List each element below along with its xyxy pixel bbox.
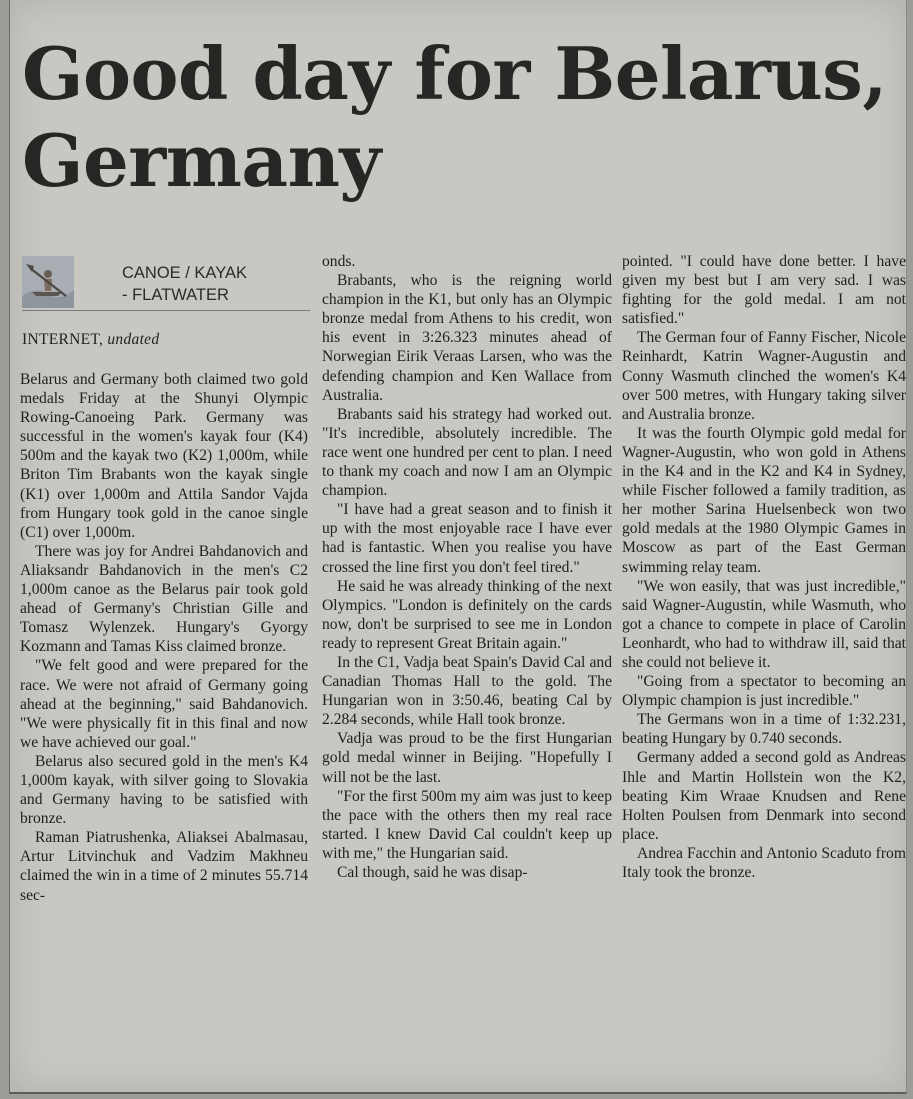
paragraph: "For the first 500m my aim was just to keep the pace with the others then my real race started. I knew David Cal couldn't keep up with me," the Hungarian said. bbox=[322, 787, 612, 862]
paragraph: "Going from a spectator to becoming an Olympic champion is just incredible." bbox=[622, 673, 906, 710]
dateline bbox=[22, 331, 310, 349]
paragraph: There was joy for Andrei Bahdanovich and Aliaksandr Bahdanovich in the men's C2 1,000m canoe as the Belarus pair took gold ahead of Germany's Christian Gille and Tomasz Wylenzek. Hungary's Gyorgy Kozmann and Tamas Kiss claimed bronze. bbox=[20, 542, 308, 656]
kayak-paddler-icon bbox=[22, 256, 74, 308]
section-rule bbox=[22, 310, 310, 311]
newspaper-clipping bbox=[9, 0, 907, 1094]
section-rubric bbox=[22, 254, 310, 318]
paragraph: Andrea Facchin and Antonio Scaduto from Italy took the bronze. bbox=[622, 844, 906, 881]
article-column-1 bbox=[20, 370, 308, 905]
paragraph: pointed. "I could have done better. I have given my best but I am very sad. I was fighting for the gold medal. I am not satisfied." bbox=[622, 253, 906, 328]
paragraph: Brabants said his strategy had worked out. "It's incredible, absolutely incredible. The race went one hundred per cent to plan. I need to thank my coach and now I am an Olympic champion. bbox=[322, 405, 612, 500]
article-column-2 bbox=[322, 252, 612, 882]
paragraph: In the C1, Vadja beat Spain's David Cal and Canadian Thomas Hall to the gold. The Hungarian won in 3:50.46, beating Cal by 2.284 seconds, while Hall took bronze. bbox=[322, 653, 612, 729]
dateline-source: INTERNET, bbox=[22, 331, 104, 348]
paragraph: "We won easily, that was just incredible," said Wagner-Augustin, while Wasmuth, who got a chance to compete in place of Carolin Leonhardt, who had to withdraw ill, said that she could not believe it. bbox=[622, 577, 906, 671]
article-column-3 bbox=[622, 252, 906, 882]
paragraph: Germany added a second gold as Andreas Ihle and Martin Hollstein won the K2, beating Kim Wraae Knudsen and Rene Holten Poulsen from Denmark into second place. bbox=[622, 749, 906, 843]
dateline-when: undated bbox=[107, 331, 160, 348]
paragraph: Vadja was proud to be the first Hungarian gold medal winner in Beijing. "Hopefully I will not be the last. bbox=[322, 730, 612, 786]
paragraph: Brabants, who is the reigning world champion in the K1, but only has an Olympic bronze medal from Athens to his credit, won his event in 3:26.323 minutes ahead of Norwegian Eirik Veraas Larsen, who was the defending champion and Ken Wallace from Australia. bbox=[322, 272, 612, 404]
section-label: CANOE / KAYAK - FLATWATER bbox=[122, 264, 248, 304]
paragraph: "We felt good and were prepared for the race. We were not afraid of Germany going ahead at the beginning," said Bahdanovich. "We were physically fit in this final and now we have achieved our goal." bbox=[20, 657, 308, 751]
paragraph: Belarus also secured gold in the men's K4 1,000m kayak, with silver going to Slovakia and Germany having to be satisfied with bronze. bbox=[20, 752, 308, 828]
paragraph: Cal though, said he was disap- bbox=[337, 864, 528, 881]
paragraph: Raman Piatrushenka, Aliaksei Abalmasau, Artur Litvinchuk and Vadzim Makhneu claimed the win in a time of 2 minutes 55.714 sec- bbox=[20, 829, 308, 904]
paragraph: Belarus and Germany both claimed two gold medals Friday at the Shunyi Olympic Rowing-Canoeing Park. Germany was successful in the women's kayak four (K4) 500m and the kayak two (K2) 1,000m, while Briton Tim Brabants won the kayak single (K1) over 1,000m and Attila Sandor Vajda from Hungary took gold in the canoe single (C1) over 1,000m. bbox=[20, 371, 308, 541]
paragraph: The German four of Fanny Fischer, Nicole Reinhardt, Katrin Wagner-Augustin and Conny Wasmuth clinched the women's K4 over 500 metres, with Hungary taking silver and Australia bronze. bbox=[622, 329, 906, 423]
paragraph: It was the fourth Olympic gold medal for Wagner-Augustin, who won gold in Athens in the K4 and in the K2 and K4 in Sydney, while Fischer followed a family tradition, as her mother Sarina Huelsenbeck won two gold medals at the 1980 Olympic Games in Moscow as part of the East German swimming relay team. bbox=[622, 424, 906, 576]
paragraph: "I have had a great season and to finish it up with the most enjoyable race I have ever had is fantastic. When you realise you have crossed the line first you don't feel tired." bbox=[322, 501, 612, 576]
headline: Good day for Belarus, Germany bbox=[22, 31, 887, 203]
paragraph: He said he was already thinking of the next Olympics. "London is definitely on the cards now, don't be surprised to see me in London ready to represent Great Britain again." bbox=[322, 577, 612, 652]
paragraph: The Germans won in a time of 1:32.231, beating Hungary by 0.740 seconds. bbox=[622, 711, 906, 748]
paragraph: onds. bbox=[322, 253, 356, 270]
